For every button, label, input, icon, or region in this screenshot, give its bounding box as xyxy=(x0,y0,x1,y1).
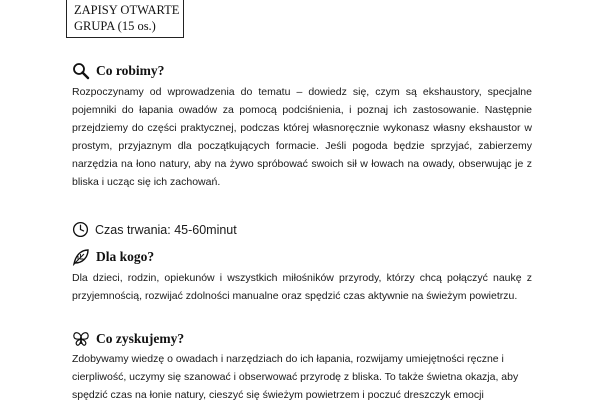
section-heading-co-robimy xyxy=(72,62,164,80)
section-text-co-zyskujemy: Zdobywamy wiedzę o owadach i narzędziach do ich łapania, rozwijamy umiejętności ręczne i cierpliwość, uczymy się szanować i obserwować przyrodę z bliska. To także świetna okazja, aby spędzić czas na łonie natury, cieszyć się świeżym powietrzem i poczuć dreszczyk emocji xyxy=(72,353,519,401)
section-heading-dla-kogo xyxy=(72,248,154,266)
section-title: Co zyskujemy? xyxy=(96,331,185,346)
enrollment-status: ZAPISY OTWARTE xyxy=(74,3,180,17)
clock-icon xyxy=(72,221,89,238)
enrollment-tag-box xyxy=(66,0,184,38)
leaf-icon xyxy=(72,248,90,266)
section-title: Co robimy? xyxy=(96,63,165,78)
section-text-co-robimy: Rozpoczynamy od wprowadzenia do tematu – dowiedz się, czym są ekshaustory, specjalne pojemniki do łapania owadów za pomocą podciśnienia, i poznaj ich zastosowanie. Następnie przejdziemy do części praktycznej, podczas której własnoręcznie wykonasz własny ekshaustor w prostym, przyjaznym dla początkujących formacie. Jeśli pogoda będzie sprzyjać, zabierzemy narzędzia na łono natury, aby na żywo spróbować swoich sił w łowach na owady, obserwując je z bliska i ucząc się ich zachowań. xyxy=(72,86,532,188)
butterfly-icon xyxy=(72,330,90,348)
section-text-dla-kogo: Dla dzieci, rodzin, opiekunów i wszystkich miłośników przyrody, którzy chcą połączyć naukę z przyjemnością, rozwijać zdolności manualne oraz spędzić czas aktywnie na świeżym powietrzu. xyxy=(72,272,532,302)
duration-row xyxy=(72,221,237,238)
section-heading-co-zyskujemy xyxy=(72,330,184,348)
group-size: GRUPA (15 os.) xyxy=(74,19,156,33)
section-title: Dla kogo? xyxy=(96,249,155,264)
magnifier-icon xyxy=(72,62,90,80)
duration-text: Czas trwania: 45-60minut xyxy=(95,222,237,237)
